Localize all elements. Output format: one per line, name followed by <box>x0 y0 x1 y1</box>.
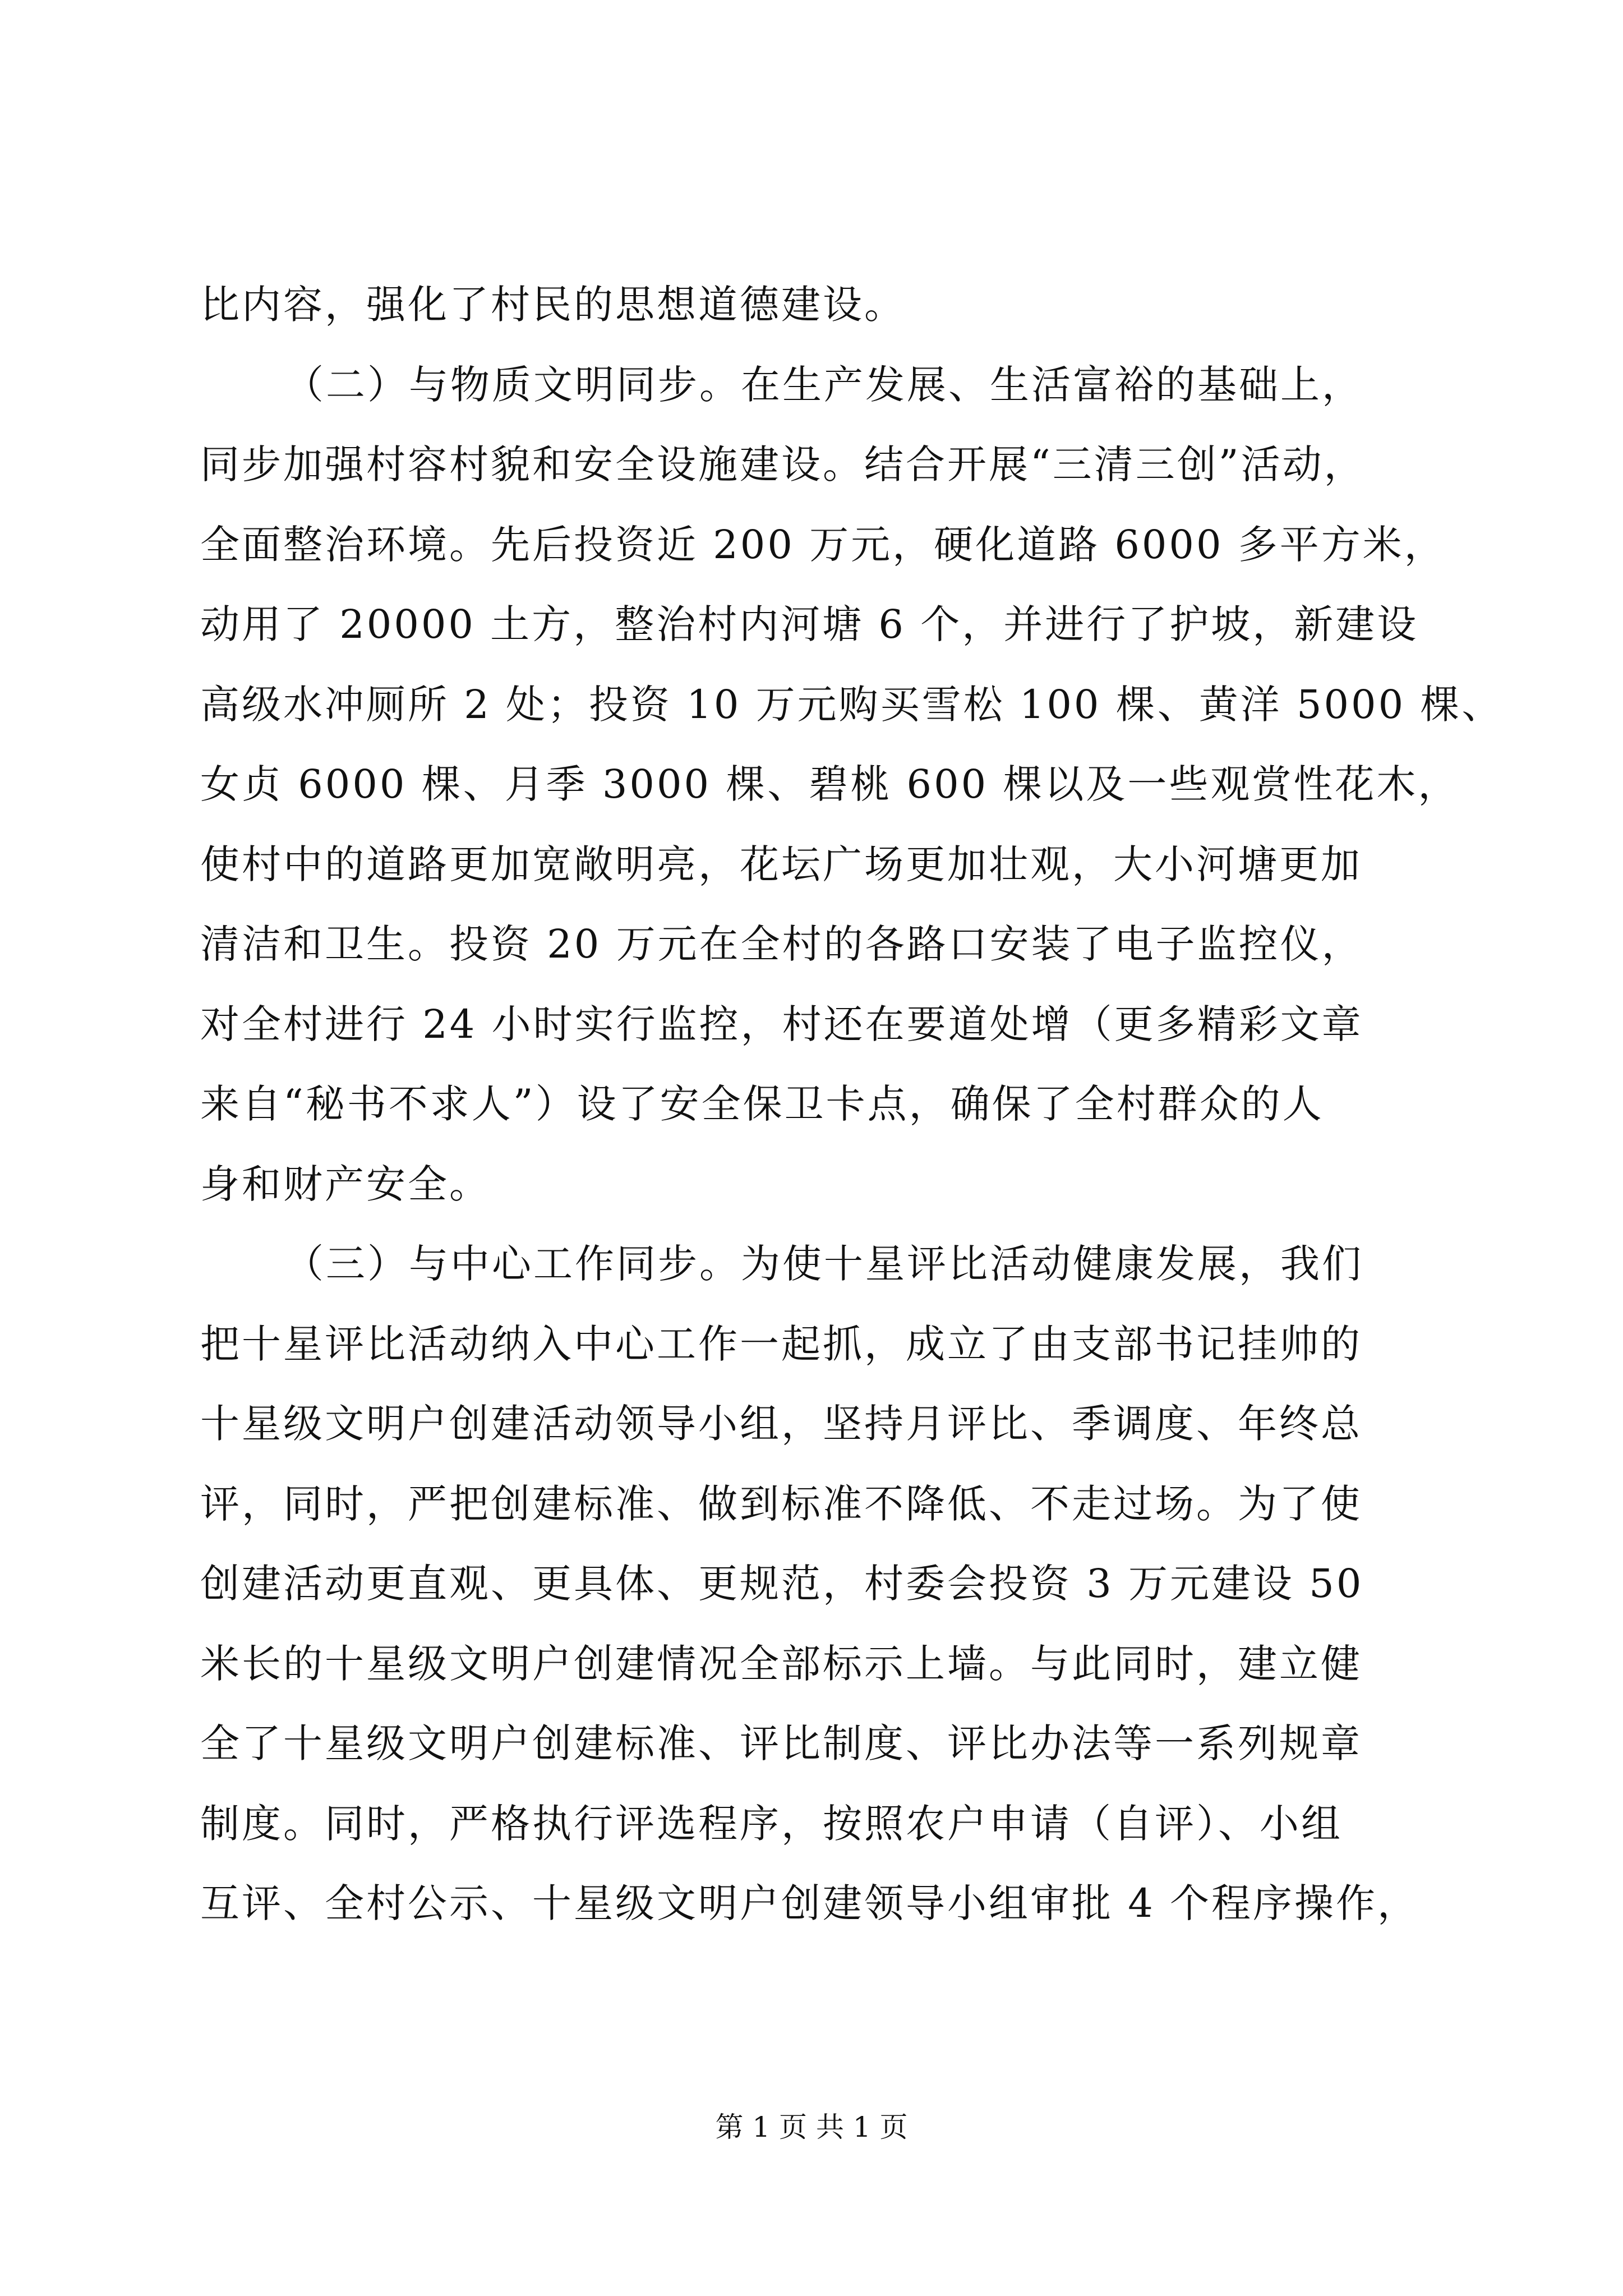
text-line: （二）与物质文明同步。在生产发展、生活富裕的基础上， <box>284 361 1363 408</box>
text-line: 互评、全村公示、十星级文明户创建领导小组审批 4 个程序操作， <box>200 1880 1419 1926</box>
text-line: 创建活动更直观、更具体、更规范，村委会投资 3 万元建设 50 <box>200 1561 1364 1607</box>
text-line: 清洁和卫生。投资 20 万元在全村的各路口安装了电子监控仪， <box>200 921 1363 967</box>
text-line: 使村中的道路更加宽敞明亮，花坛广场更加壮观，大小河塘更加 <box>200 841 1362 887</box>
text-line: 对全村进行 24 小时实行监控，村还在要道处增（更多精彩文章 <box>200 1001 1363 1047</box>
text-line: 全了十星级文明户创建标准、评比制度、评比办法等一系列规章 <box>200 1720 1362 1766</box>
text-line: 十星级文明户创建活动领导小组，坚持月评比、季调度、年终总 <box>200 1401 1362 1447</box>
text-line: 米长的十星级文明户创建情况全部标示上墙。与此同时，建立健 <box>200 1640 1362 1687</box>
text-line: 身和财产安全。 <box>200 1161 491 1207</box>
text-line: 女贞 6000 棵、月季 3000 棵、碧桃 600 棵以及一些观赏性花木， <box>200 761 1460 807</box>
page-footer <box>0 2105 1623 2145</box>
text-line: （三）与中心工作同步。为使十星评比活动健康发展，我们 <box>284 1241 1363 1287</box>
text-line: 同步加强村容村貌和安全设施建设。结合开展“三清三创”活动， <box>200 441 1366 487</box>
text-line: 全面整治环境。先后投资近 200 万元，硬化道路 6000 多平方米， <box>200 521 1446 568</box>
text-line: 制度。同时，严格执行评选程序，按照农户申请（自评）、小组 <box>200 1800 1343 1847</box>
document-body <box>200 265 1504 1944</box>
page-number-label: 第 1 页 共 1 页 <box>715 2111 908 2143</box>
text-line: 来自“秘书不求人”）设了安全保卫卡点，确保了全村群众的人 <box>200 1081 1324 1127</box>
text-line: 动用了 20000 土方，整治村内河塘 6 个，并进行了护坡，新建设 <box>200 601 1419 647</box>
text-line: 评，同时，严把创建标准、做到标准不降低、不走过场。为了使 <box>200 1480 1362 1527</box>
text-line: 把十星评比活动纳入中心工作一起抓，成立了由支部书记挂帅的 <box>200 1320 1362 1367</box>
text-line: 高级水冲厕所 2 处；投资 10 万元购买雪松 100 棵、黄洋 5000 棵、 <box>200 681 1504 728</box>
text-line: 比内容，强化了村民的思想道德建设。 <box>200 282 906 328</box>
